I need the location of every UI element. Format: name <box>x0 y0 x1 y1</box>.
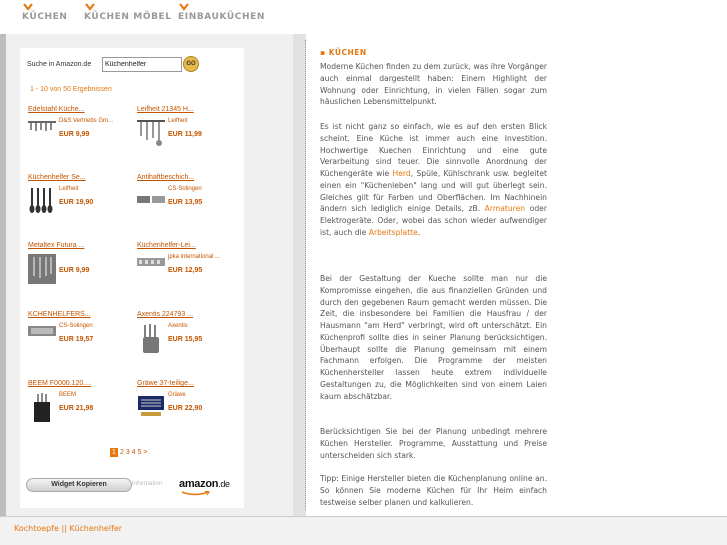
nav-item-einbaukuechen[interactable] <box>178 3 265 22</box>
product-price: EUR 15,95 <box>168 336 203 343</box>
nav-item-label: KÜCHEN <box>22 12 68 22</box>
section-title-text: KÜCHEN <box>328 48 367 57</box>
product-price: EUR 22,90 <box>168 405 203 412</box>
information-link[interactable]: Information <box>132 481 163 487</box>
utensil-tray-image <box>137 254 165 284</box>
product-price: EUR 13,95 <box>168 199 203 206</box>
product-title[interactable]: Leifheit 21345 H... <box>137 106 194 113</box>
product-title[interactable]: Küchenhelfer Se... <box>28 174 86 181</box>
paragraph-text: , Spüle, Kühlschrank usw. begleitet einen ein "Küchenleben" lang und will gut überlegt sein. Gleiches gilt für Farben und Oberflächen. Im Nachhinein ändern sich lediglich einige Details, zB. <box>320 169 547 214</box>
amazon-logo-tld: .de <box>218 479 230 489</box>
product-seller: CS-Solingen <box>59 323 93 329</box>
product-seller: BEEM <box>59 392 77 398</box>
nav-item-label: EINBAUKÜCHEN <box>178 12 266 22</box>
link-herd[interactable]: Herd <box>392 169 411 178</box>
product-seller: D&S Vertriebs Gm... <box>59 118 114 124</box>
utensil-rack-image <box>28 118 56 148</box>
product-item[interactable] <box>28 174 118 234</box>
product-price: EUR 11,99 <box>168 131 202 138</box>
footer <box>0 516 727 545</box>
utensil-box-image <box>137 186 165 216</box>
footer-separator: || <box>61 524 67 533</box>
paragraph-text: . <box>417 227 421 237</box>
product-item[interactable] <box>28 242 118 302</box>
product-item[interactable] <box>137 106 227 166</box>
footer-link-kochtoepfe[interactable]: Kochtoepfe <box>14 524 59 533</box>
cutlery-case-image <box>137 392 165 422</box>
product-item[interactable] <box>137 174 227 234</box>
product-price: EUR 12,95 <box>168 267 203 274</box>
page-links[interactable]: 2 3 4 5 > <box>119 449 148 456</box>
paragraph: Berücksichtigen Sie bei der Planung unbedingt mehrere Küchen Hersteller. Programme, Ausstattung und Preise unterscheiden sich stark. <box>320 427 547 460</box>
amazon-widget <box>20 48 244 508</box>
utensil-set-image <box>137 118 165 148</box>
product-price: EUR 19,57 <box>59 336 94 343</box>
product-seller: Leifheit <box>59 186 79 192</box>
product-seller: Gräwe <box>168 392 186 398</box>
product-price: EUR 21,98 <box>59 405 94 412</box>
product-title[interactable]: Antihaftbeschich... <box>137 174 195 181</box>
go-button[interactable]: GO <box>183 56 199 72</box>
product-title[interactable]: KCHENHELFERS... <box>28 311 91 318</box>
page-current[interactable]: 1 <box>110 448 118 457</box>
product-seller: jpka international ... <box>168 254 221 260</box>
nav-item-kuechen[interactable] <box>22 3 68 22</box>
nav-item-kuechen-moebel[interactable] <box>84 3 172 22</box>
product-item[interactable] <box>137 311 227 371</box>
product-price: EUR 9,99 <box>59 267 90 274</box>
nav-item-label: KÜCHEN MÖBEL <box>84 12 172 22</box>
bullet-icon: ▪ <box>320 48 329 57</box>
dotted-divider <box>305 40 306 510</box>
link-arbeitsplatte[interactable]: Arbeitsplatte <box>368 227 418 237</box>
amazon-logo[interactable] <box>179 478 230 490</box>
amazon-smile-icon <box>181 491 211 496</box>
utensil-box-image <box>28 323 56 353</box>
knife-block-image <box>28 392 56 422</box>
chevron-down-icon <box>23 3 33 11</box>
product-title[interactable]: Edelstahl Küche... <box>28 106 85 113</box>
search-input[interactable] <box>102 57 182 72</box>
paragraph: Bei der Gestaltung der Kueche sollte man nur die Kompromisse eingehen, die aus finanziellen Gründen und durch den gegebenen Raum gemacht werden müssen. Die Zeit, die insbesondere bei Familien die Hausfrau / der Hausmann "am Herd" verbringt, wird oft unterschätzt. Ein Küchenprofi sollte dies in seiner Planung berücksichtigen. Überhaupt sollte die Planung gemeinsam mit einem Fachmann erfolgen. Die Programme der meisten Küchenhersteller lassen heute extrem individuelle Gestaltungen zu, die Möglichkeiten sind von einem Laien kaum abschätzbar. <box>320 274 547 401</box>
paragraph: Tipp: Einige Hersteller bieten die Küchenplanung online an. So können Sie moderne Küchen für Ihr Heim einfach testweise selber planen und kalkulieren. <box>320 474 547 507</box>
product-item[interactable] <box>28 311 118 371</box>
product-price: EUR 9,99 <box>59 131 90 138</box>
product-title[interactable]: Gräwe 37-teilige... <box>137 380 194 387</box>
product-title[interactable]: Axentis 224793 ... <box>137 311 194 318</box>
product-title[interactable]: BEEM F0000.120.... <box>28 380 92 387</box>
pagination <box>110 448 147 457</box>
results-count: 1 - 10 von 50 Ergebnissen <box>30 86 112 93</box>
product-seller: Leifheit <box>168 118 188 124</box>
top-navigation <box>0 0 727 34</box>
amazon-logo-text: amazon <box>179 478 219 490</box>
product-title[interactable]: Metaltex Futura ... <box>28 242 85 249</box>
search-label: Suche in Amazon.de <box>27 61 92 68</box>
product-seller: Axentis <box>168 323 188 329</box>
product-seller: CS-Solingen <box>168 186 202 192</box>
footer-links <box>14 524 122 533</box>
section-title <box>320 48 367 57</box>
paragraph: Moderne Küchen finden zu dem zurück, was ihre Vorgänger auch einmal dargestellt haben: Einem Highlight der Wohnung oder Einrichtung, in vielen Fällen sogar zum häuslichen Lebensmittelpunkt. <box>320 62 547 107</box>
link-armaturen[interactable]: Armaturen <box>484 204 526 214</box>
paragraph-text: oder Elektrogeräte. Oder, wobei das schon wieder aufwendiger ist, auch die <box>320 204 547 237</box>
product-item[interactable] <box>137 380 227 440</box>
footer-link-kuechenhelfer[interactable]: Küchenhelfer <box>69 524 123 533</box>
product-item[interactable] <box>28 380 118 440</box>
widget-copy-button[interactable]: Widget Kopieren <box>26 478 132 492</box>
product-price: EUR 19,90 <box>59 199 94 206</box>
utensil-stand-image <box>137 323 165 353</box>
paragraph <box>320 121 547 239</box>
product-item[interactable] <box>137 242 227 302</box>
product-item[interactable] <box>28 106 118 166</box>
chevron-down-icon <box>179 3 189 11</box>
paragraph-text: Es ist nicht ganz so einfach, wie es auf den ersten Blick scheint. Eine Küche ist immer auch eine Investition. Hochwertige Kuechen Einrichtung und eine gute Verarbeitung sind teuer. Die sinnvolle Anordnung der Küchengeräte wie <box>320 122 547 178</box>
utensil-set-image <box>28 186 56 216</box>
chevron-down-icon <box>85 3 95 11</box>
product-title[interactable]: Küchenhelfer-Lei... <box>137 242 196 249</box>
utensil-holder-image <box>28 254 56 284</box>
